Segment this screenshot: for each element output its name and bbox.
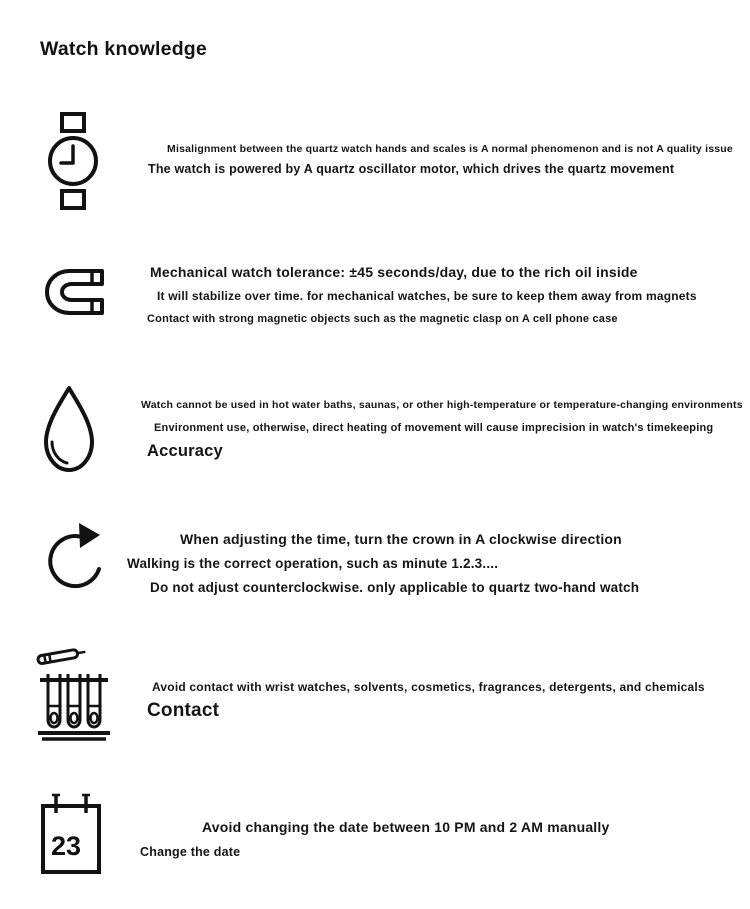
date-warning-line: Avoid changing the date between 10 PM and 2 AM manually (202, 819, 610, 835)
walking-line: Walking is the correct operation, such as minute 1.2.3.... (127, 556, 499, 571)
clockwise-arrow-icon (42, 519, 108, 595)
environment-line: Environment use, otherwise, direct heating of movement will cause imprecision in watch's timekeeping (154, 422, 714, 434)
quartz-note-main: The watch is powered by A quartz oscillator motor, which drives the quartz movement (148, 162, 675, 176)
chemicals-line: Avoid contact with wrist watches, solvents, cosmetics, fragrances, detergents, and chemicals (152, 680, 705, 694)
test-tubes-icon (34, 644, 114, 742)
hot-water-line: Watch cannot be used in hot water baths, saunas, or other high-temperature or temperature-changing environments (141, 399, 743, 411)
quartz-note-small: Misalignment between the quartz watch hands and scales is A normal phenomenon and is not A quality issue (167, 143, 733, 155)
wristwatch-icon (44, 112, 102, 210)
page-title: Watch knowledge (40, 38, 207, 60)
magnet-contact-line: Contact with strong magnetic objects such as the magnetic clasp on A cell phone case (147, 313, 618, 325)
water-drop-icon (40, 384, 98, 476)
accuracy-heading: Accuracy (147, 442, 223, 460)
tolerance-line: Mechanical watch tolerance: ±45 seconds/day, due to the rich oil inside (150, 264, 638, 280)
magnet-icon (42, 263, 106, 321)
calendar-day-number: 23 (51, 831, 82, 861)
stabilize-line: It will stabilize over time. for mechanical watches, be sure to keep them away from magnets (157, 289, 697, 303)
change-date-heading: Change the date (140, 845, 241, 859)
clockwise-line: When adjusting the time, turn the crown in A clockwise direction (180, 531, 622, 547)
counterclockwise-line: Do not adjust counterclockwise. only applicable to quartz two-hand watch (150, 580, 640, 595)
contact-heading: Contact (147, 700, 220, 721)
calendar-icon (40, 792, 102, 876)
